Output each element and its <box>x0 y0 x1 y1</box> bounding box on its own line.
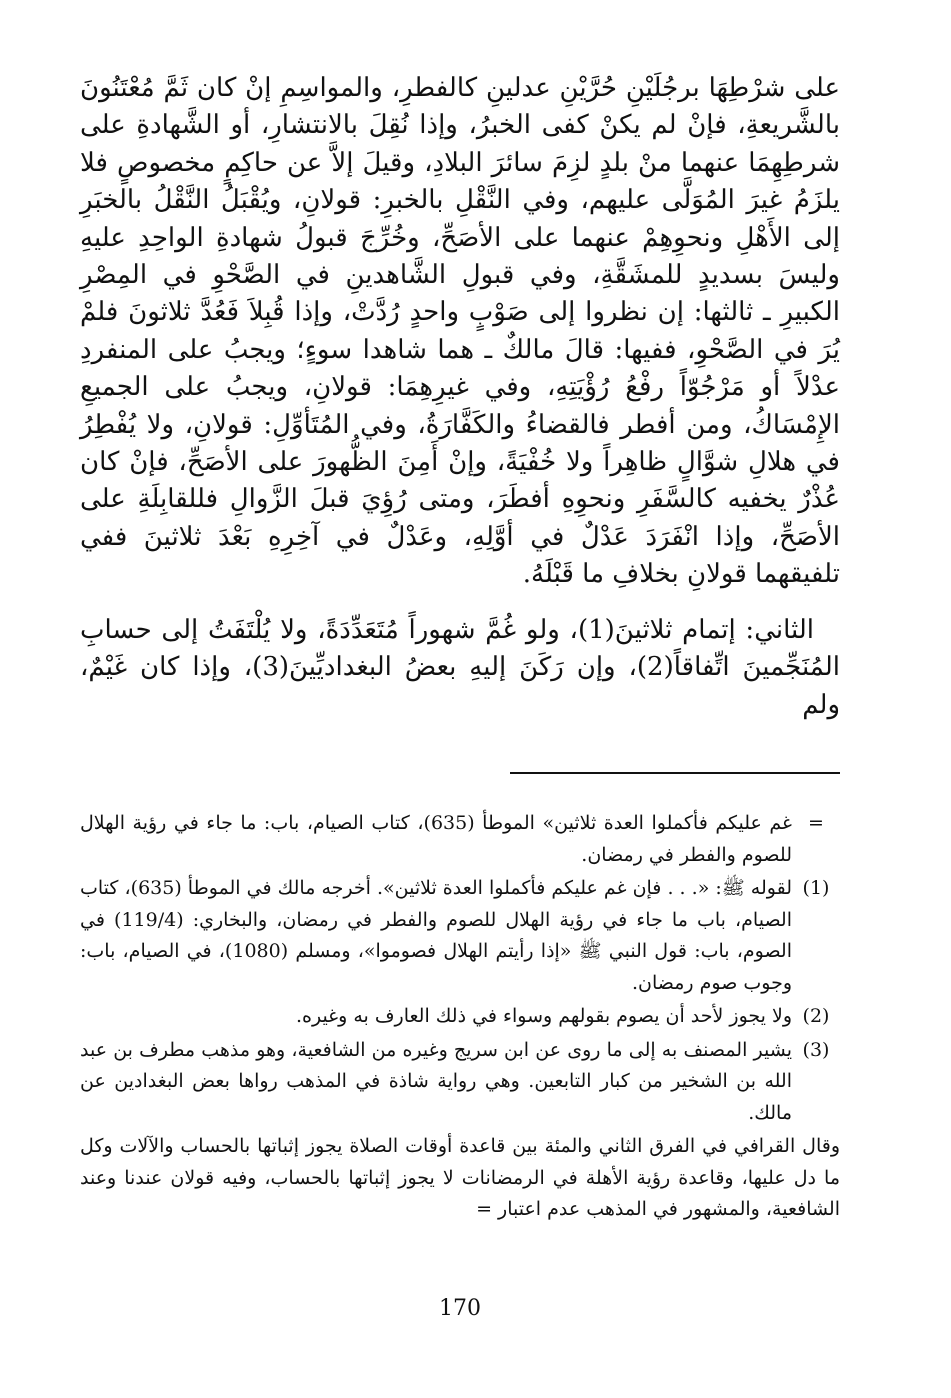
footnote-2 <box>80 1001 840 1033</box>
footnote-mark: (2) <box>802 1005 830 1027</box>
footnote-1 <box>80 873 840 999</box>
footnote-text: لقوله ﷺ: «. . . فإن غم عليكم فأكملوا العدة ثلاثين». أخرجه مالك في الموطأ (635)، كتاب الصيام، باب ما جاء في رؤية الهلال للصوم والفطر في رمضان، والبخاري: (119/4) في الصوم، باب: قول النبي ﷺ «إذا رأيتم الهلال فصوموا»، ومسلم (1080)، في الصيام، باب: وجوب صوم رمضان. <box>80 877 793 994</box>
book-page <box>80 70 840 1380</box>
footnote-mark: = <box>808 812 824 834</box>
footnote-mark: (3) <box>802 1038 830 1061</box>
main-text <box>80 70 840 724</box>
footnote-continued <box>80 808 840 871</box>
footnote-mark: (1) <box>802 877 830 899</box>
footnote-text: غم عليكم فأكملوا العدة ثلاثين» الموطأ (635)، كتاب الصيام، باب: ما جاء في رؤية الهلال للصوم والفطر في رمضان. <box>80 812 792 866</box>
footnote-3 <box>80 1035 840 1130</box>
footnote-text: ولا يجوز لأحد أن يصوم بقولهم وسواء في ذلك العارف به وغيره. <box>295 1005 792 1027</box>
main-paragraph-2: الثاني: إتمام ثلاثينَ(1)، ولو غُمَّ شهوراً مُتَعَدِّدَةً، ولا يُلْتَفَتُ إلى حسابِ المُنَجِّمينَ اتِّفاقاً(2)، وإن رَكَنَ إليهِ بعضُ البغداديِّينَ(3)، وإذا كان غَيْمٌ، ولم <box>80 614 840 720</box>
footnotes <box>80 808 840 1226</box>
main-paragraph-1: على شرْطِهَا برجُلَيْنِ حُرَّيْنِ عدلينِ كالفطرِ، والمواسِمِ إنْ كان ثَمَّ مُعْتَنُونَ بالشَّريعةِ، فإنْ لم يكنْ كفى الخبرُ، وإذا نُقِلَ بالانتشارِ، أو الشَّهادةِ على شرطِهِمَا عنهما منْ بلدٍ لزِمَ سائرَ البلادِ، وقيلَ إلاَّ عن حاكِمٍ مخصوصٍ فلا يلزَمُ غيرَ المُوَلَّى عليهم، وفي النَّقْلِ بالخبرِ: قولانِ، ويُقْبَلُ النَّقْلُ بالخبَرِ إلى الأَهْلِ ونحوِهِمْ عنهما على الأصَحِّ، وخُرِّجَ قبولُ شهادةِ الواحِدِ عليهِ وليسَ بسديدٍ للمشَقَّةِ، وفي قبولِ الشَّاهدينِ في الصَّحْوِ في المِصْرِ الكبيرِ ـ ثالثها: إن نظروا إلى صَوْبٍ واحدٍ رُدَّتْ، وإذا قُبِلاَ فَعُدَّ ثلاثونَ فلمْ يُرَ في الصَّحْوِ، ففيها: قالَ مالكٌ ـ هما شاهدا سوءٍ؛ ويجبُ على المنفردِ عدْلاً أو مَرْجُوّاً رفْعُ رُؤْيَتِهِ، وفي غيرِهِمَا: قولانِ، ويجبُ على الجميعِ الإِمْسَاكُ، ومن أفطر فالقضاءُ والكَفَّارَةُ، وفي المُتَأوِّلِ: قولانِ، ولا يُفْطِرُ في هلالِ شوَّالٍ ظاهِراً ولا خُفْيَةً، وإنْ أَمِنَ الظُّهورَ على الأصَحِّ، فإنْ كان عُذْرٌ يخفيه كالسَّفَرِ ونحوِهِ أفطَرَ، ومتى رُؤِيَ قبلَ الزَّوالِ فللقابِلَةِ على الأصَحِّ، وإذا انْفَرَدَ عَدْلٌ في أوَّلِهِ، وعَدْلٌ في آخِرِهِ بَعْدَ ثلاثينَ ففي تلفيقهما قولانِ بخلافِ ما قَبْلَهُ. <box>80 73 841 590</box>
page-number: 170 <box>439 1296 481 1321</box>
footnote-separator <box>510 772 840 774</box>
footnote-continuation: وقال القرافي في الفرق الثاني والمئة بين قاعدة أوقات الصلاة يجوز إثباتها بالحساب والآلات وكل ما دل عليها، وقاعدة رؤية الأهلة في الرمضانات لا يجوز إثباتها بالحساب، وفيه قولان عندنا وعند الشافعية، والمشهور في المذهب عدم اعتبار = <box>80 1135 840 1220</box>
footnote-text: يشير المصنف به إلى ما روى عن ابن سريج وغيره من الشافعية، وهو مذهب مطرف بن عبد الله بن الشخير من كبار التابعين. وهي رواية شاذة في المذهب رواها بعض البغدادين عن مالك. <box>80 1038 792 1124</box>
